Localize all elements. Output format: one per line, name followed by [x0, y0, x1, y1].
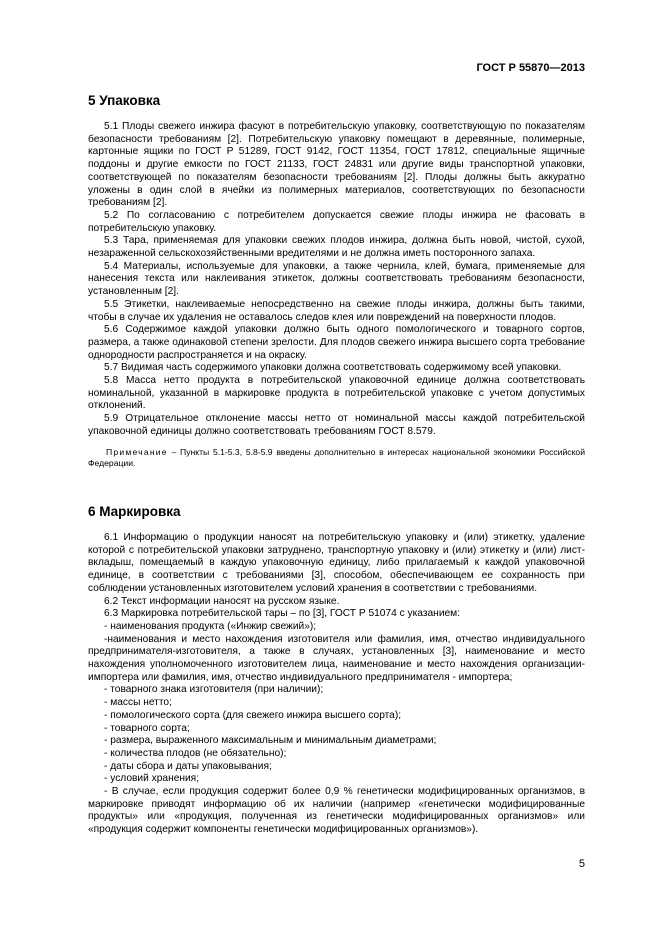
list-item-size: - размера, выраженного максимальным и минимальным диаметрами; [104, 735, 437, 747]
paragraph-6-2: 6.2 Текст информации наносят на русском языке. [104, 595, 340, 607]
paragraph-5-3: 5.3 Тара, применяемая для упаковки свежих плодов инжира, должна быть новой, чистой, сухой, незараженной сельскохозяйственными вредителями и не должна иметь посторонного запаха. [88, 235, 585, 260]
paragraph-5-2: 5.2 По согласованию с потребителем допускается свежие плоды инжира не фасовать в потребительскую упаковку. [88, 209, 585, 234]
paragraph-5-1: 5.1 Плоды свежего инжира фасуют в потребительскую упаковку, соответствующую по показателям безопасности требованиям [2]. Потребительскую упаковку помещают в деревянные, полимерные, картонные ящики по ГОСТ Р 51289, ГОСТ 9142, ГОСТ 11354, ГОСТ 17812, специальные ящичные поддоны и другие емкости по ГОСТ 21133, ГОСТ 24831 или другие виды транспортной упаковки, соответствующей по показателям безопасности требованиям [2]. Плоды должны быть аккуратно уложены в один слой в ячейки из полимерных материалов, соответствующих по безопасности требованиям [2]. [88, 121, 585, 209]
paragraph-5-9: 5.9 Отрицательное отклонение массы нетто от номинальной массы каждой потребительской упаковочной единицы должно соответствовать требованиям ГОСТ 8.579. [88, 413, 585, 437]
section-5-body [88, 121, 585, 469]
section-6-title: 6 Маркировка [88, 504, 181, 519]
list-item-trademark: - товарного знака изготовителя (при наличии); [104, 684, 324, 696]
list-item-gmo: - В случае, если продукция содержит более 0,9 % генетически модифицированных организмов, в маркировке приводят информацию об их наличии (например «генетически модифицированные продукты» или «продукция, полученная из генетически модифицированных организмов» или «продукция содержит компоненты генетически модифицированных организмов»). [88, 786, 585, 836]
paragraph-6-1: 6.1 Информацию о продукции наносят на потребительскую упаковку и (или) этикетку, удаление которой с потребительской упаковки затруднено, транспортную упаковку и (или) этикетку и (или) лист-вкладыш, помещаемый в каждую упаковочную единицу, либо прилагаемый к каждой упаковочной единице, в соответствии с требованиями [3], способом, обеспечивающем ее сохранность при соблюдении установленных изготовителем условий хранения в соответствии с требованиями. [88, 532, 585, 594]
note-label: Примечание [106, 446, 168, 457]
list-item-net-mass: - массы нетто; [104, 697, 172, 709]
list-item-manufacturer: -наименования и место нахождения изготовителя или фамилия, имя, отчество индивидуального предпринимателя-изготовителя, а также в случаях, установленных [3], наименование и место нахождения уполномоченного изготовителем лица, наименование и место нахождения организации-импортера или фамилия, имя, отчество индивидуального предпринимателя - импортера; [88, 633, 585, 683]
paragraph-5-8: 5.8 Масса нетто продукта в потребительской упаковочной единице должна соответствовать номинальной, указанной в маркировке продукта в потребительской упаковке с учетом допустимых отклонений. [88, 375, 585, 412]
paragraph-5-4: 5.4 Материалы, используемые для упаковки, а также чернила, клей, бумага, применяемые для нанесения текста или наклеивания этикеток, должны соответствовать требованиям безопасности, установленным [2]. [88, 260, 585, 298]
list-item-fruit-count: - количества плодов (не обязательно); [104, 747, 287, 759]
standard-header: ГОСТ Р 55870—2013 [476, 62, 585, 74]
paragraph-6-3: 6.3 Маркировка потребительской тары – по [3], ГОСТ Р 51074 с указанием: [104, 608, 461, 620]
paragraph-5-7: 5.7 Видимая часть содержимого упаковки должна соответствовать содержимому всей упаковки. [104, 362, 562, 374]
page-number: 5 [578, 858, 585, 870]
note [88, 447, 585, 469]
list-item-commercial-grade: - товарного сорта; [104, 722, 190, 734]
list-item-storage: - условий хранения; [104, 773, 200, 785]
paragraph-5-5: 5.5 Этикетки, наклеиваемые непосредственно на свежие плоды инжира, должны быть такими, чтобы в случае их удаления не оставалось следов клея или повреждений на поверхности плодов. [88, 298, 585, 323]
list-item-dates: - даты сбора и даты упаковывания; [104, 760, 272, 772]
list-item-product-name: - наименования продукта («Инжир свежий»); [104, 620, 317, 632]
paragraph-5-6: 5.6 Содержимое каждой упаковки должно быть одного помологического и товарного сортов, размера, а также одинаковой степени зрелости. Для плодов свежего инжира высшего сорта требование однородности распространяется и на окраску. [88, 324, 585, 361]
section-6-body [88, 532, 585, 837]
note-text: – Пункты 5.1-5.3, 5.8-5.9 введены дополнительно в интересах национальной экономики Российской Федерации. [88, 446, 585, 468]
section-5-title: 5 Упаковка [88, 93, 161, 108]
list-item-pomological-grade: - помологического сорта (для свежего инжира высшего сорта); [104, 709, 402, 721]
